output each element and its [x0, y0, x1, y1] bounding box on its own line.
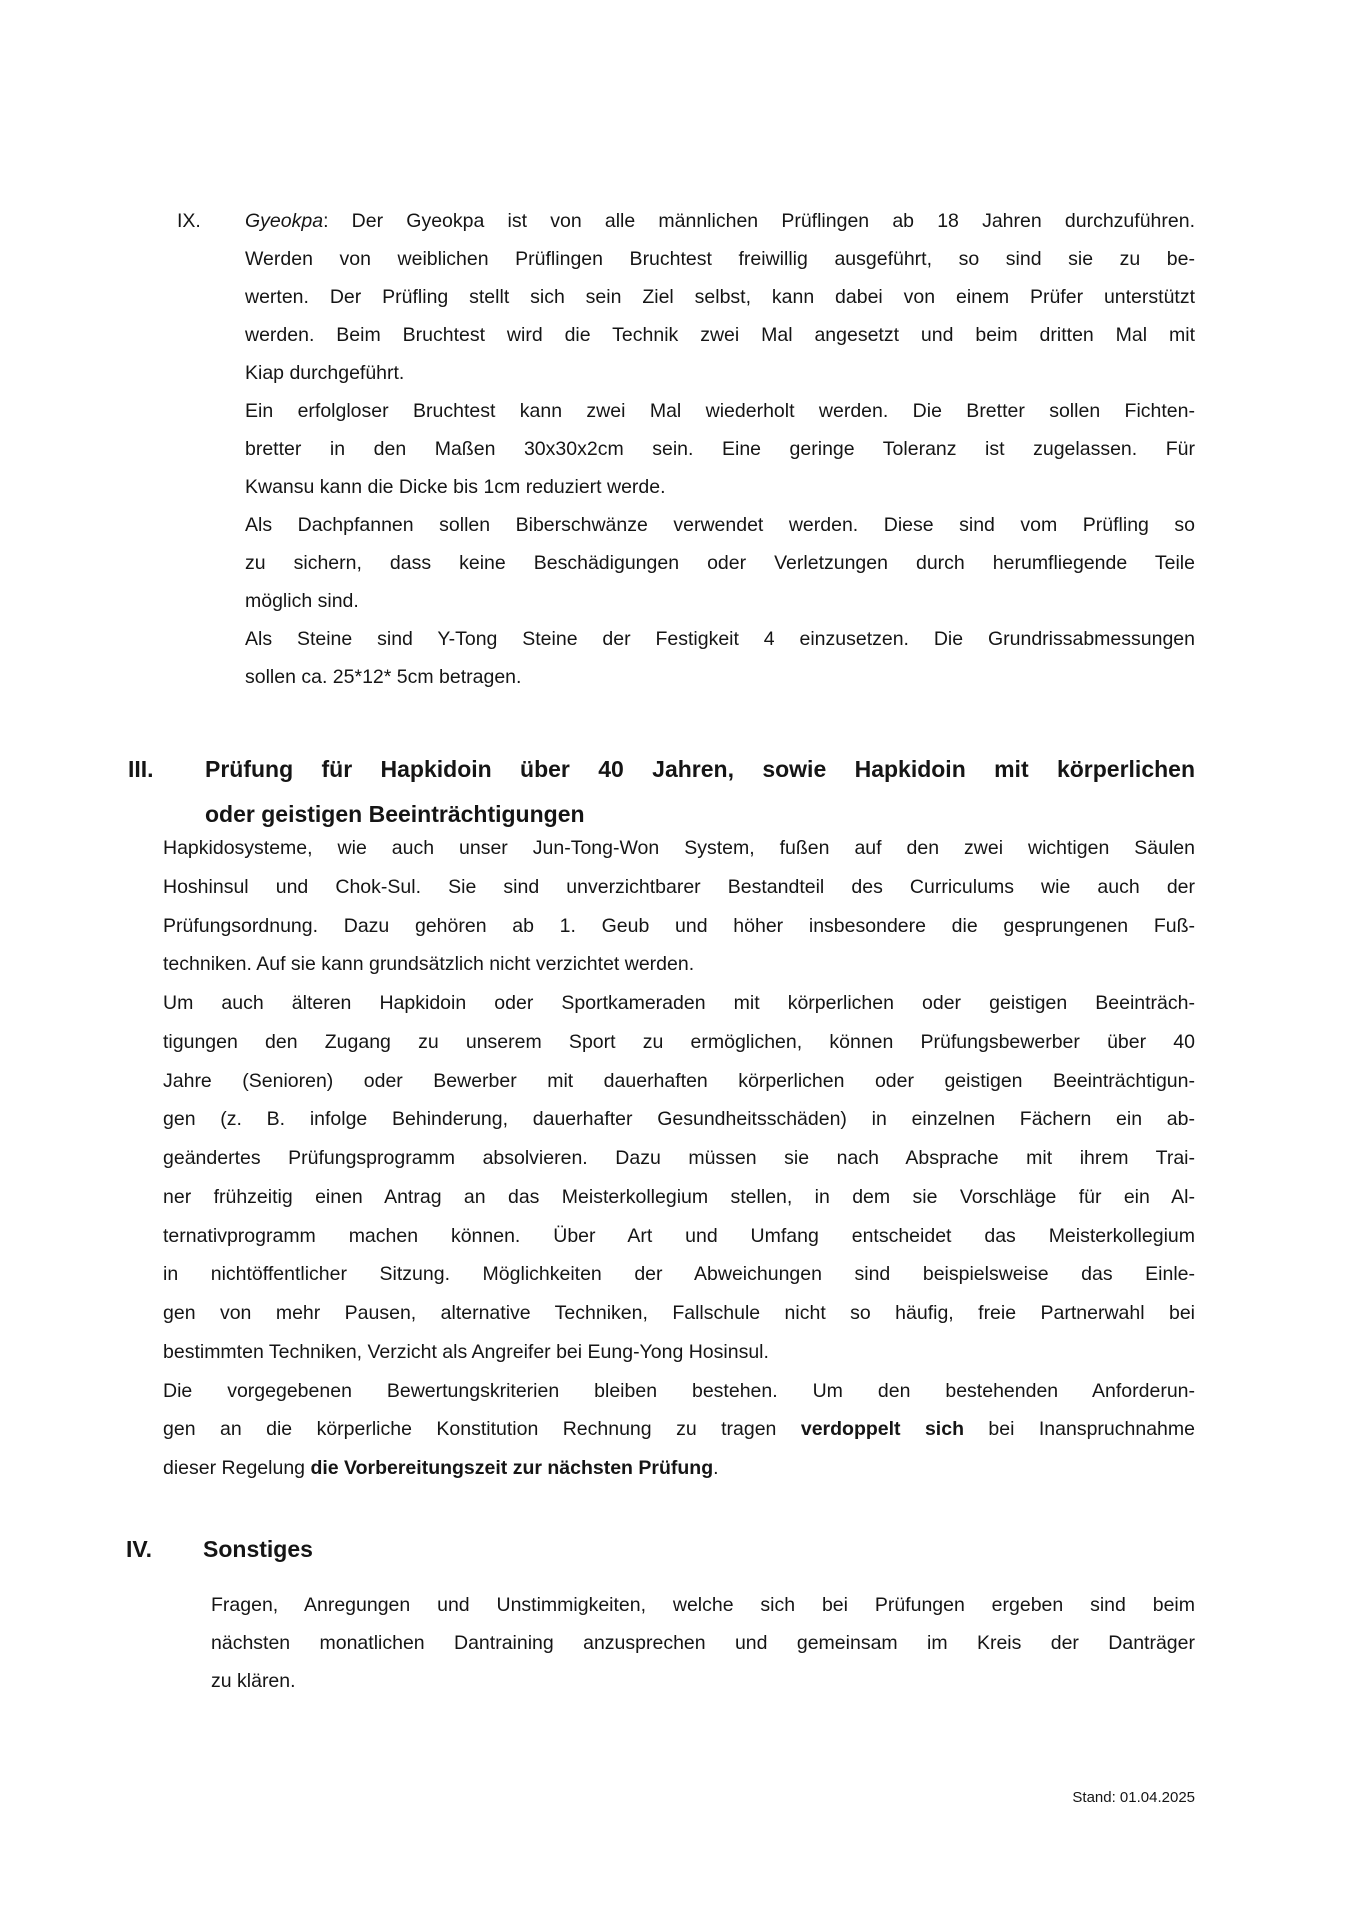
paragraph-line: ner frühzeitig einen Antrag an das Meisterkollegium stellen, in dem sie Vorschläge für ein Al-	[163, 1186, 1195, 1208]
paragraph-line: bretter in den Maßen 30x30x2cm sein. Eine geringe Toleranz ist zugelassen. Für	[245, 438, 1195, 460]
paragraph-line: bestimmten Techniken, Verzicht als Angreifer bei Eung-Yong Hosinsul.	[163, 1341, 769, 1363]
list-number: IX.	[177, 210, 201, 232]
paragraph-line: dieser Regelung die Vorbereitungszeit zur nächsten Prüfung.	[163, 1457, 719, 1479]
paragraph-line: geändertes Prüfungsprogramm absolvieren. Dazu müssen sie nach Absprache mit ihrem Trai-	[163, 1147, 1195, 1169]
footer-stand-date: Stand: 01.04.2025	[1072, 1789, 1195, 1806]
paragraph-line: nächsten monatlichen Dantraining anzusprechen und gemeinsam im Kreis der Danträger	[211, 1632, 1195, 1654]
paragraph-line: Kiap durchgeführt.	[245, 362, 405, 384]
section-heading: Sonstiges	[203, 1536, 313, 1562]
paragraph-line: sollen ca. 25*12* 5cm betragen.	[245, 666, 522, 688]
paragraph-line: Fragen, Anregungen und Unstimmigkeiten, welche sich bei Prüfungen ergeben sind beim	[211, 1594, 1195, 1616]
paragraph-line: Jahre (Senioren) oder Bewerber mit dauerhaften körperlichen oder geistigen Beeinträchtigun-	[163, 1070, 1195, 1092]
paragraph-line: tigungen den Zugang zu unserem Sport zu ermöglichen, können Prüfungsbewerber über 40	[163, 1031, 1195, 1053]
paragraph-line: Gyeokpa: Der Gyeokpa ist von alle männlichen Prüflingen ab 18 Jahren durchzuführen.	[245, 210, 1195, 232]
emphasis-vorbereitungszeit: die Vorbereitungszeit zur nächsten Prüfung	[310, 1457, 714, 1479]
paragraph-line: techniken. Auf sie kann grundsätzlich nicht verzichtet werden.	[163, 953, 695, 975]
paragraph-line: Die vorgegebenen Bewertungskriterien bleiben bestehen. Um den bestehenden Anforderun-	[163, 1380, 1195, 1402]
emphasis-verdoppelt: verdoppelt sich	[800, 1418, 964, 1440]
paragraph-line: werten. Der Prüfling stellt sich sein Ziel selbst, kann dabei von einem Prüfer unterstützt	[245, 286, 1195, 308]
paragraph-line: gen an die körperliche Konstitution Rechnung zu tragen verdoppelt sich bei Inanspruchnahme	[163, 1418, 1195, 1440]
paragraph-line: Um auch älteren Hapkidoin oder Sportkameraden mit körperlichen oder geistigen Beeinträch-	[163, 992, 1195, 1014]
section-number: III.	[128, 756, 154, 782]
paragraph-line: gen von mehr Pausen, alternative Techniken, Fallschule nicht so häufig, freie Partnerwahl bei	[163, 1302, 1195, 1324]
paragraph-line: Kwansu kann die Dicke bis 1cm reduziert werde.	[245, 476, 666, 498]
paragraph-line: in nichtöffentlicher Sitzung. Möglichkeiten der Abweichungen sind beispielsweise das Einle-	[163, 1263, 1195, 1285]
section-heading-line: oder geistigen Beeinträchtigungen	[205, 801, 585, 827]
paragraph-line: Werden von weiblichen Prüflingen Bruchtest freiwillig ausgeführt, so sind sie zu be-	[245, 248, 1195, 270]
paragraph-line: werden. Beim Bruchtest wird die Technik zwei Mal angesetzt und beim dritten Mal mit	[245, 324, 1195, 346]
paragraph-line: Als Dachpfannen sollen Biberschwänze verwendet werden. Diese sind vom Prüfling so	[245, 514, 1195, 536]
paragraph-line: möglich sind.	[245, 590, 359, 612]
paragraph-line: gen (z. B. infolge Behinderung, dauerhafter Gesundheitsschäden) in einzelnen Fächern ein ab-	[163, 1108, 1195, 1130]
section-heading-line: Prüfung für Hapkidoin über 40 Jahren, sowie Hapkidoin mit körperlichen	[205, 756, 1195, 782]
paragraph-line: Hoshinsul und Chok-Sul. Sie sind unverzichtbarer Bestandteil des Curriculums wie auch der	[163, 876, 1195, 898]
paragraph-line: ternativprogramm machen können. Über Art und Umfang entscheidet das Meisterkollegium	[163, 1225, 1195, 1247]
paragraph-line: Ein erfolgloser Bruchtest kann zwei Mal wiederholt werden. Die Bretter sollen Fichten-	[245, 400, 1195, 422]
paragraph-line: zu klären.	[211, 1670, 296, 1692]
paragraph-line: Prüfungsordnung. Dazu gehören ab 1. Geub und höher insbesondere die gesprungenen Fuß-	[163, 915, 1195, 937]
section-number: IV.	[126, 1536, 153, 1562]
paragraph-line: Als Steine sind Y-Tong Steine der Festigkeit 4 einzusetzen. Die Grundrissabmessungen	[245, 628, 1195, 650]
paragraph-line: Hapkidosysteme, wie auch unser Jun-Tong-Won System, fußen auf den zwei wichtigen Säulen	[163, 837, 1195, 859]
paragraph-line: zu sichern, dass keine Beschädigungen oder Verletzungen durch herumfliegende Teile	[245, 552, 1195, 574]
term-gyeokpa: Gyeokpa	[245, 210, 324, 232]
